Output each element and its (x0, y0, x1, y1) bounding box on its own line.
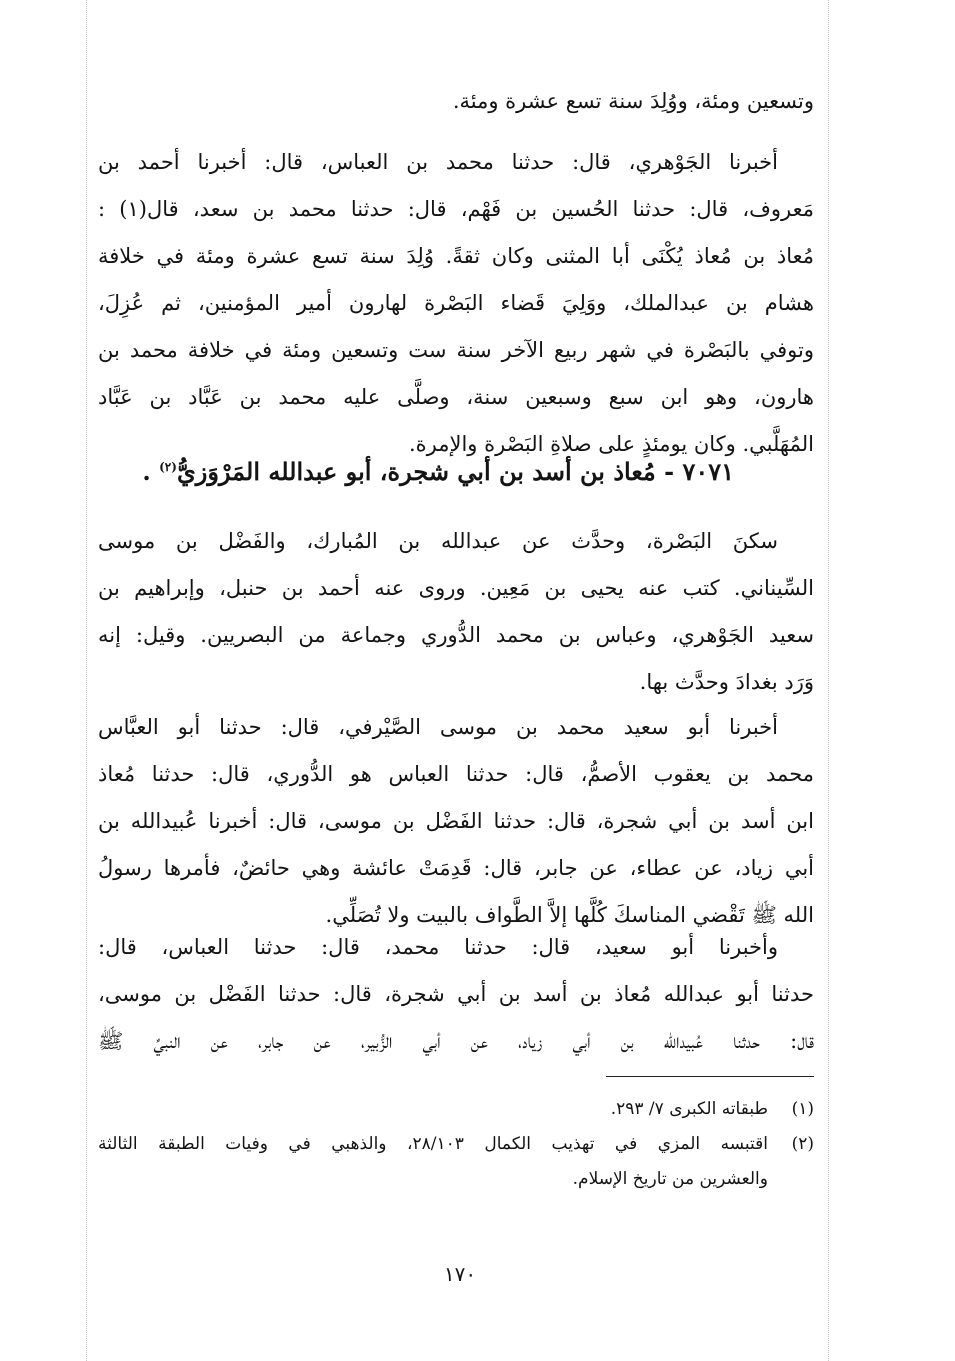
body-text-top (98, 78, 814, 468)
body-line: السِّيناني. كتب عنه يحيى بن مَعِين. وروى عنه أحمد بن حنبل، وإبراهيم بن (98, 576, 814, 600)
footnote-1 (98, 1092, 814, 1127)
body-line: مُعاذ بن مُعاذ يُكْنَى أبا المثنى وكان ثقةً. وُلِدَ سنة تسع عشرة ومئة في خلافة (98, 244, 814, 268)
footnote-divider (606, 1076, 814, 1077)
entry-heading-block (98, 440, 814, 504)
page-number: ١٧٠ (443, 1262, 477, 1286)
body-line: مَعروف، قال: حدثنا الحُسين بن فَهْم، قال: حدثنا محمد بن سعد، قال(١) : (98, 197, 814, 221)
body-line: أخبرنا الجَوْهري، قال: حدثنا محمد بن العباس، قال: أخبرنا أحمد بن (98, 150, 778, 174)
body-text-entry (98, 518, 814, 706)
paragraph-gap (98, 125, 814, 139)
footnote-text: طبقاته الكبرى ٧/ ٢٩٣. (610, 1099, 768, 1119)
body-line: محمد بن يعقوب الأصمُّ، قال: حدثنا العباس هو الدُّوري، قال: حدثنا مُعاذ (98, 762, 814, 786)
footnote-2-continuation: والعشرين من تاريخ الإسلام. (572, 1169, 768, 1189)
footnote-number: (٢) (791, 1134, 814, 1154)
footnote-2 (98, 1127, 814, 1162)
scan-edge-right (828, 0, 829, 1361)
scan-edge-left (86, 0, 87, 1361)
body-line: قال: حدثنا عُبيدالله بن أبي زياد، عن أبي الزُّبير، عن جابر، عن النبيِّ ﷺ (98, 1029, 814, 1053)
entry-number: ٧٠٧١ (682, 457, 734, 486)
body-text-hadith-2 (98, 924, 814, 1065)
footnotes (98, 1092, 814, 1197)
entry-end: . (142, 457, 160, 486)
body-line: ابن أسد بن أبي شجرة، قال: حدثنا الفَضْل بن موسى، قال: أخبرنا عُبيدالله بن (98, 809, 814, 833)
body-line: وتسعين ومئة، ووُلِدَ سنة تسع عشرة ومئة. (452, 89, 814, 113)
body-line: أخبرنا أبو سعيد محمد بن موسى الصَّيْرفي، قال: حدثنا أبو العبَّاس (98, 715, 778, 739)
footnote-ref: (٢) (159, 460, 177, 474)
body-line: أبي زياد، عن عطاء، عن جابر، قال: قَدِمَتْ عائشة وهي حائضٌ، فأمرها رسولُ (98, 856, 814, 880)
body-line: وَرَد بغدادَ وحدَّث بها. (639, 670, 814, 694)
footnote-text: اقتبسه المزي في تهذيب الكمال ٢٨/١٠٣، والذهبي في وفيات الطبقة الثالثة (98, 1134, 768, 1154)
body-line: الله ﷺ تَقْضي المناسكَ كُلَّها إلاَّ الطَّواف بالبيت ولا تُصَلِّي. (325, 903, 814, 927)
entry-dash: - (655, 457, 683, 486)
body-line: سعيد الجَوْهري، وعباس بن محمد الدُّوري وجماعة من البصريين. وقيل: إنه (98, 623, 814, 647)
body-line: هارون، وهو ابن سبع وسبعين سنة، وصلَّى عليه محمد بن عَبَّاد بن عَبَّاد (98, 385, 814, 409)
body-line: سكنَ البَصْرة، وحدَّث عن عبدالله بن المُبارك، والفَضْل بن موسى (98, 529, 778, 553)
entry-title: مُعاذ بن أسد بن أبي شجرة، أبو عبدالله المَرْوَزيُّ (176, 457, 656, 486)
body-text-hadith-1 (98, 704, 814, 939)
body-line: المُهَلَّبي. وكان يومئذٍ على صلاةِ البَصْرة والإمرة. (408, 432, 814, 456)
body-line: هشام بن عبدالملك، ووَلِيَ قَضاء البَصْرة لهارون أمير المؤمنين، ثم عُزِلَ، (98, 291, 814, 315)
entry-heading (98, 440, 814, 504)
body-line: وتوفي بالبَصْرة في شهر ربيع الآخر سنة ست وتسعين ومئة في خلافة محمد بن (98, 338, 814, 362)
footnote-number: (١) (791, 1099, 814, 1119)
body-line: وأخبرنا أبو سعيد، قال: حدثنا محمد، قال: حدثنا العباس، قال: (98, 935, 778, 959)
body-line: حدثنا أبو عبدالله مُعاذ بن أسد بن أبي شجرة، قال: حدثنا الفَضْل بن موسى، (98, 982, 814, 1006)
